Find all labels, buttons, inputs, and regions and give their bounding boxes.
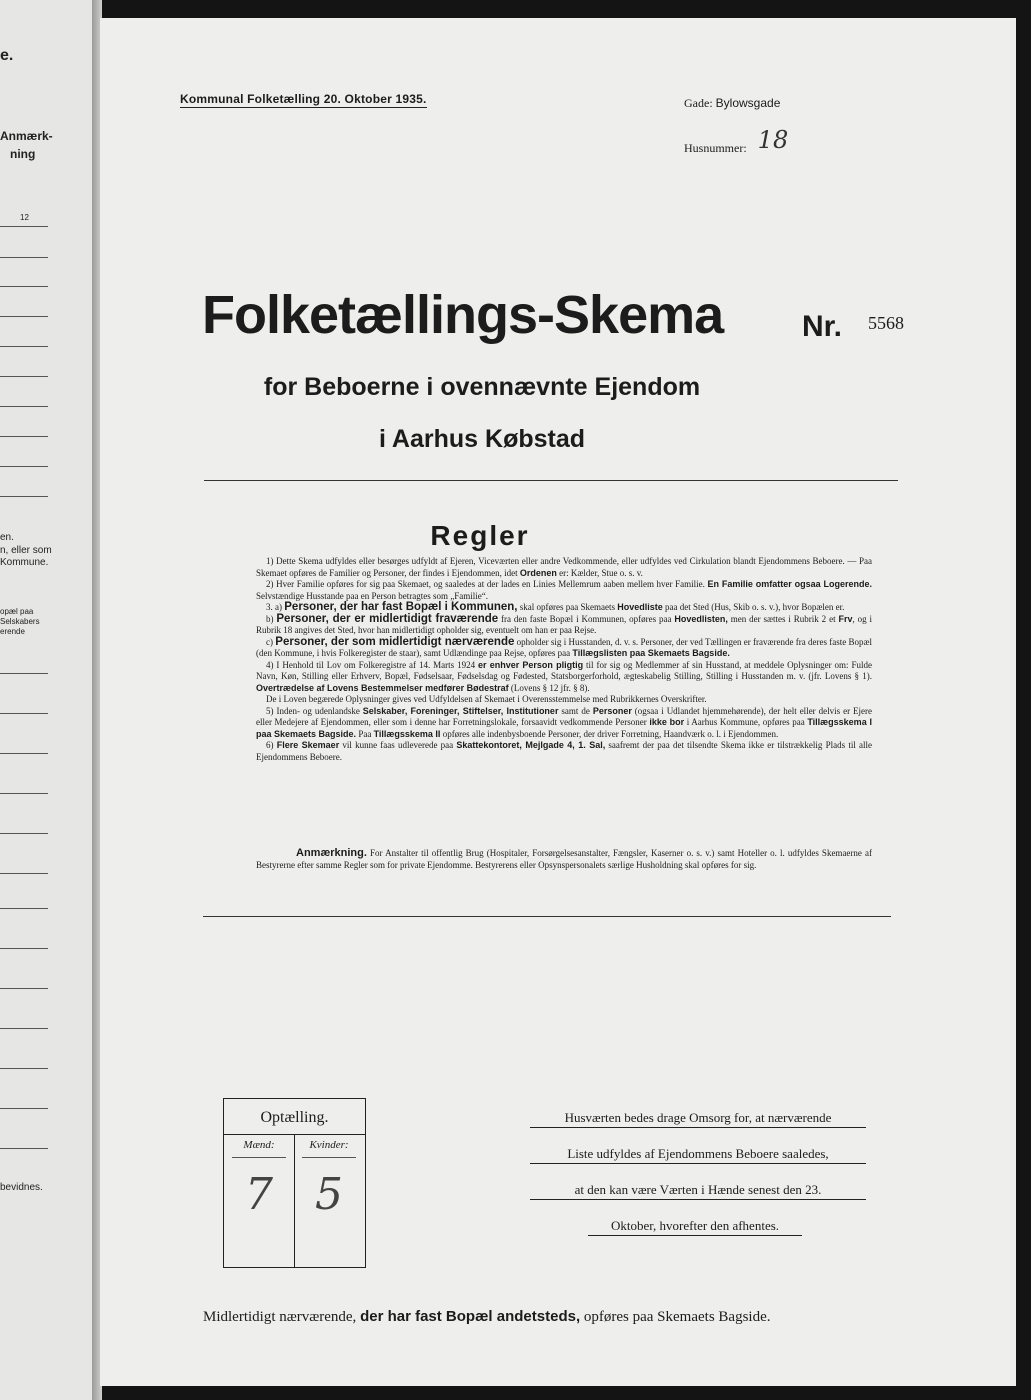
divider (0, 713, 48, 714)
divider (0, 1068, 48, 1069)
men-count: 7 (245, 1169, 273, 1220)
rules-text (256, 556, 872, 763)
divider (0, 257, 48, 258)
notice-line: Liste udfyldes af Ejendommens Beboere saaledes, (530, 1146, 866, 1164)
form-number-label: Nr. (802, 310, 843, 343)
divider (0, 753, 48, 754)
rule-3b: b) Personer, der er midlertidigt fraværende fra den faste Bopæl i Kommunen, opføres paa Hovedlisten, men der sættes i Rubrik 2 et Frv, og i Rubrik 18 angives det Sted, hvor han midlertidigt opholder sig, eventuelt om han er paa Rejse. (256, 612, 873, 635)
left-page-fragment: e. (0, 47, 14, 64)
rule-4: 4) I Henhold til Lov om Folkeregistre af 14. Marts 1924 er enhver Person pligtig til for sig og Medlemmer af sin Husstand, at meddele Oplysninger om: Fulde Navn, Køn, Stilling eller Erhverv, Bopæl, Fødselsaar, Fødselsdag og Fødested, Statsborgerforhold, ægteskabelig Stilling, Stilling i Husstanden m. v. (jfr. Lovens § 1). Overtrædelse af Lovens Bestemmelser medfører Bødestraf (Lovens § 12 jfr. § 8). (256, 659, 872, 693)
notice-line: Husværten bedes drage Omsorg for, at nærværende (530, 1110, 866, 1128)
divider (0, 1108, 48, 1109)
notice-line: Oktober, hvorefter den afhentes. (588, 1218, 802, 1236)
street-label: Gade: (684, 96, 713, 110)
divider (0, 988, 48, 989)
census-form-page (100, 18, 1016, 1386)
house-number-label: Husnummer: (684, 141, 747, 155)
divider (0, 1148, 48, 1149)
divider (203, 916, 891, 917)
count-box (223, 1098, 366, 1268)
divider (0, 833, 48, 834)
rule-3a: 3. a) Personer, der har fast Bopæl i Kommunen, skal opføres paa Skemaets Hovedliste paa det Sted (Hus, Skib o. s. v.), hvor Bopælen er. (266, 601, 845, 613)
previous-page-strip (0, 0, 92, 1400)
street-field (684, 96, 780, 111)
left-page-fragment: bevidnes. (0, 1182, 43, 1193)
divider (302, 1157, 356, 1158)
divider (0, 496, 48, 497)
divider (0, 1028, 48, 1029)
house-number-value: 18 (757, 126, 789, 154)
divider (0, 346, 48, 347)
rule-4-note: De i Loven begærede Oplysninger gives ved Udfyldelsen af Skemaet i Overensstemmelse med Rubrikkernes Overskrifter. (266, 694, 707, 704)
divider (0, 908, 48, 909)
divider (0, 436, 48, 437)
rule-3c: c) Personer, der som midlertidigt nærværende opholder sig i Husstanden, d. v. s. Personer, der ved Tællingen er fraværende fra deres faste Bopæl (den Kommune, i hvis Folkeregister de staar), samt Udlændinge paa Rejse, opføres paa Tillægslisten paa Skemaets Bagside. (256, 635, 873, 658)
men-label: Mænd: (243, 1139, 275, 1151)
rule-1: 1) Dette Skema udfyldes eller besørges udfyldt af Ejeren, Viceværten eller andre Vedkommende, eller udfyldes ved Cirkulation blandt Ejendommens Beboere. — Paa Skemaet opføres de Familier og Personer, der findes i Ejendommen, idet Ordenen er: Kælder, Stue o. s. v. (256, 556, 872, 578)
left-page-fragment: erende (0, 627, 25, 636)
remark-paragraph (256, 848, 872, 871)
divider (0, 948, 48, 949)
divider (204, 480, 898, 481)
left-page-fragment: Selskabers (0, 617, 40, 626)
left-page-fragment: n, eller som (0, 545, 52, 556)
count-box-title: Optælling. (260, 1109, 329, 1126)
divider (0, 466, 48, 467)
divider (0, 376, 48, 377)
divider (0, 873, 48, 874)
form-subtitle-town: i Aarhus Købstad (378, 425, 586, 453)
divider (0, 316, 48, 317)
women-label: Kvinder: (309, 1139, 349, 1151)
rules-heading: Regler (430, 520, 530, 551)
remark-label: Anmærkning. (296, 847, 367, 859)
divider (0, 226, 48, 227)
divider (0, 286, 48, 287)
street-value: Bylowsgade (715, 96, 781, 110)
divider (0, 793, 48, 794)
form-subtitle: for Beboerne i ovennævnte Ejendom (263, 373, 701, 401)
notice-line: at den kan være Værten i Hænde senest den 23. (530, 1182, 866, 1200)
left-page-fragment: Kommune. (0, 557, 49, 568)
divider (0, 673, 48, 674)
left-page-fragment: opæl paa (0, 607, 34, 616)
footer-note: Midlertidigt nærværende, der har fast Bopæl andetsteds, opføres paa Skemaets Bagside. (203, 1308, 771, 1325)
rule-2: 2) Hver Familie opføres for sig paa Skemaet, og saaledes at der lades en Linies Mellemrum aaben mellem hver Familie. En Familie omfatter ogsaa Logerende. Selvstændige Husstande paa en Person betragtes som „Familie“. (256, 579, 872, 601)
rule-5: 5) Inden- og udenlandske Selskaber, Foreninger, Stiftelser, Institutioner samt de Personer (ogsaa i Udlandet hjemmehørende), der helt eller delvis er Ejere eller Medejere af Ejendommen, eller som i denne har Forretningslokale, forsaavidt vedkommende Personer ikke bor i Aarhus Kommune, opføres paa Tillægsskema I paa Skemaets Bagside. Paa Tillægsskema II opføres alle indenbysboende Personer, der driver Forretning, Haandværk o. l. i Ejendommen. (256, 705, 873, 739)
house-number-field (684, 126, 789, 158)
divider (0, 406, 48, 407)
left-page-column-heading: ning (10, 147, 36, 161)
left-page-column-heading: Anmærk- (0, 129, 53, 143)
form-title: Folketællings-Skema (202, 285, 724, 345)
left-page-fragment: en. (0, 532, 14, 543)
rule-6: 6) Flere Skemaer vil kunne faas udleverede paa Skattekontoret, Mejlgade 4, 1. Sal, saafremt der paa det tilsendte Skema ikke er tilstrækkelig Plads til alle Ejendommens Beboere. (256, 740, 873, 762)
census-heading: Kommunal Folketælling 20. Oktober 1935. (180, 92, 427, 106)
remark-text: For Anstalter til offentlig Brug (Hospitaler, Forsørgelsesanstalter, Fængsler, Kaserner o. s. v.) samt Hoteller o. l. udfyldes Skemaerne af Bestyrerne efter samme Regler som for private Ejendomme. Bestyrerens eller Opsynspersonalets særlige Husholdning skal opføres for sig. (256, 848, 872, 870)
left-page-column-number: 12 (20, 213, 29, 222)
divider (232, 1157, 286, 1158)
form-number-value: 5568 (868, 313, 904, 333)
women-count: 5 (315, 1169, 343, 1220)
